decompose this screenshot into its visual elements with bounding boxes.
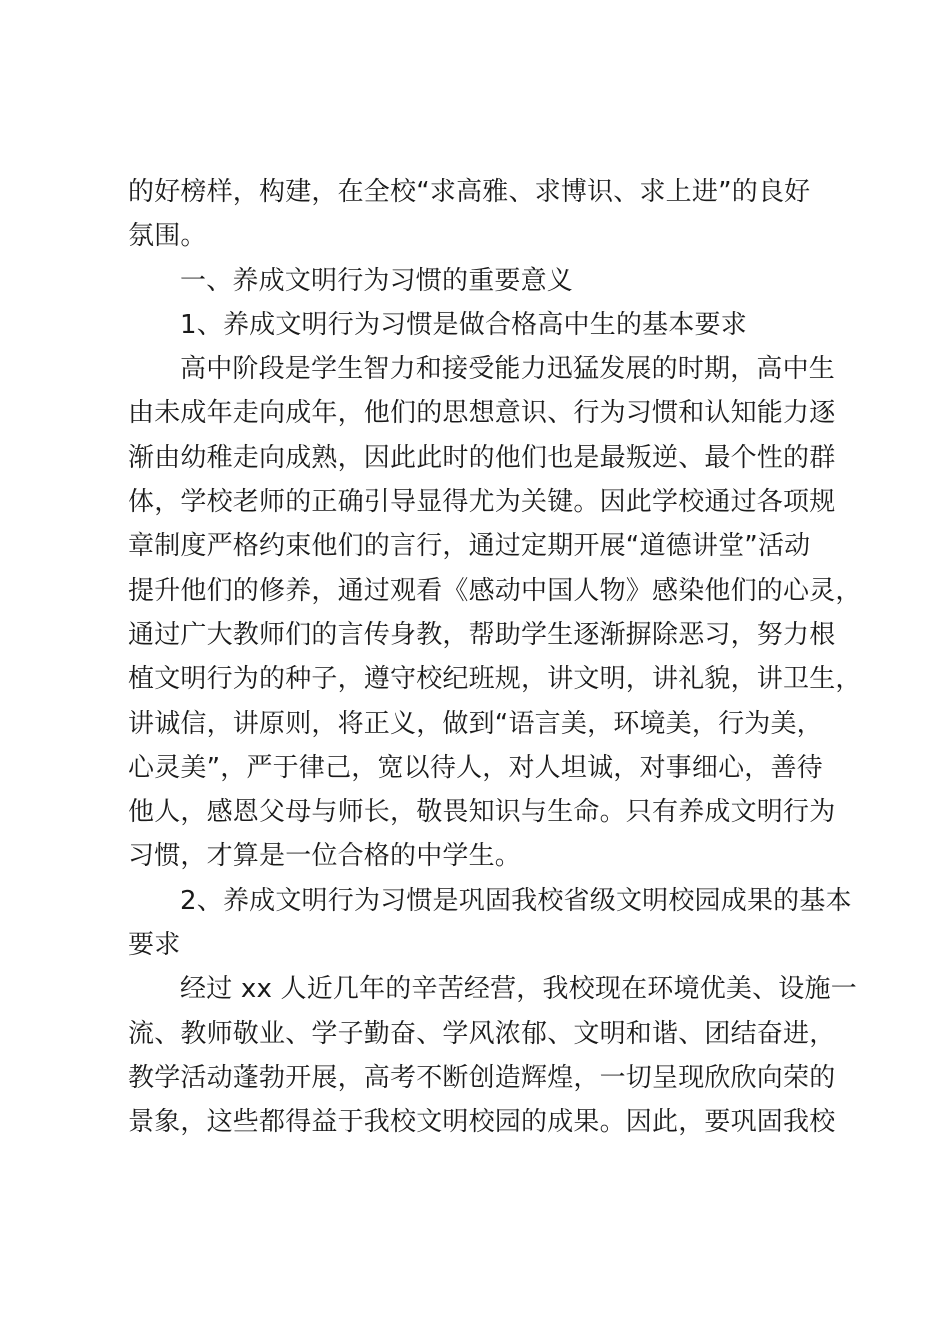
text-line: 他人，感恩父母与师长，敬畏知识与生命。只有养成文明行为: [128, 797, 836, 828]
text-line: 要求: [128, 930, 181, 961]
text-line: 氛围。: [128, 221, 207, 252]
document-body: [128, 170, 862, 1145]
text-line: 心灵美”，严于律己，宽以待人，对人坦诚，对事细心，善待: [128, 752, 823, 783]
text-line: 习惯，才算是一位合格的中学生。: [128, 841, 522, 872]
text-line: 的好榜样，构建，在全校“求高雅、求博识、求上进”的良好: [128, 177, 811, 207]
text-line: 讲诚信，讲原则，将正义，做到“语言美，环境美，行为美，: [128, 708, 823, 739]
text-line: 教学活动蓬勃开展，高考不断创造辉煌，一切呈现欣欣向荣的: [128, 1062, 836, 1093]
text-line: 流、教师敬业、学子勤奋、学风浓郁、文明和谐、团结奋进，: [128, 1018, 836, 1049]
paragraph-start-line: 经过 xx 人近几年的辛苦经营，我校现在环境优美、设施一: [180, 974, 857, 1005]
text-line: 提升他们的修养，通过观看《感动中国人物》感染他们的心灵，: [128, 575, 862, 606]
text-line: 通过广大教师们的言传身教，帮助学生逐渐摒除恶习，努力根: [128, 619, 836, 650]
subsection-heading: 1、养成文明行为习惯是做合格高中生的基本要求: [180, 309, 747, 340]
paragraph-start-line: 高中阶段是学生智力和接受能力迅猛发展的时期，高中生: [180, 354, 836, 385]
text-line: 章制度严格约束他们的言行，通过定期开展“道德讲堂”活动: [128, 531, 811, 562]
text-line: 由未成年走向成年，他们的思想意识、行为习惯和认知能力逐: [128, 398, 836, 429]
text-line: 景象，这些都得益于我校文明校园的成果。因此，要巩固我校: [128, 1107, 836, 1138]
section-heading: 一、养成文明行为习惯的重要意义: [180, 265, 574, 296]
text-line: 体，学校老师的正确引导显得尤为关键。因此学校通过各项规: [128, 487, 836, 518]
text-line: 植文明行为的种子，遵守校纪班规，讲文明，讲礼貌，讲卫生，: [128, 664, 862, 695]
text-line: 渐由幼稚走向成熟，因此此时的他们也是最叛逆、最个性的群: [128, 442, 836, 473]
subsection-heading: 2、养成文明行为习惯是巩固我校省级文明校园成果的基本: [180, 885, 852, 916]
